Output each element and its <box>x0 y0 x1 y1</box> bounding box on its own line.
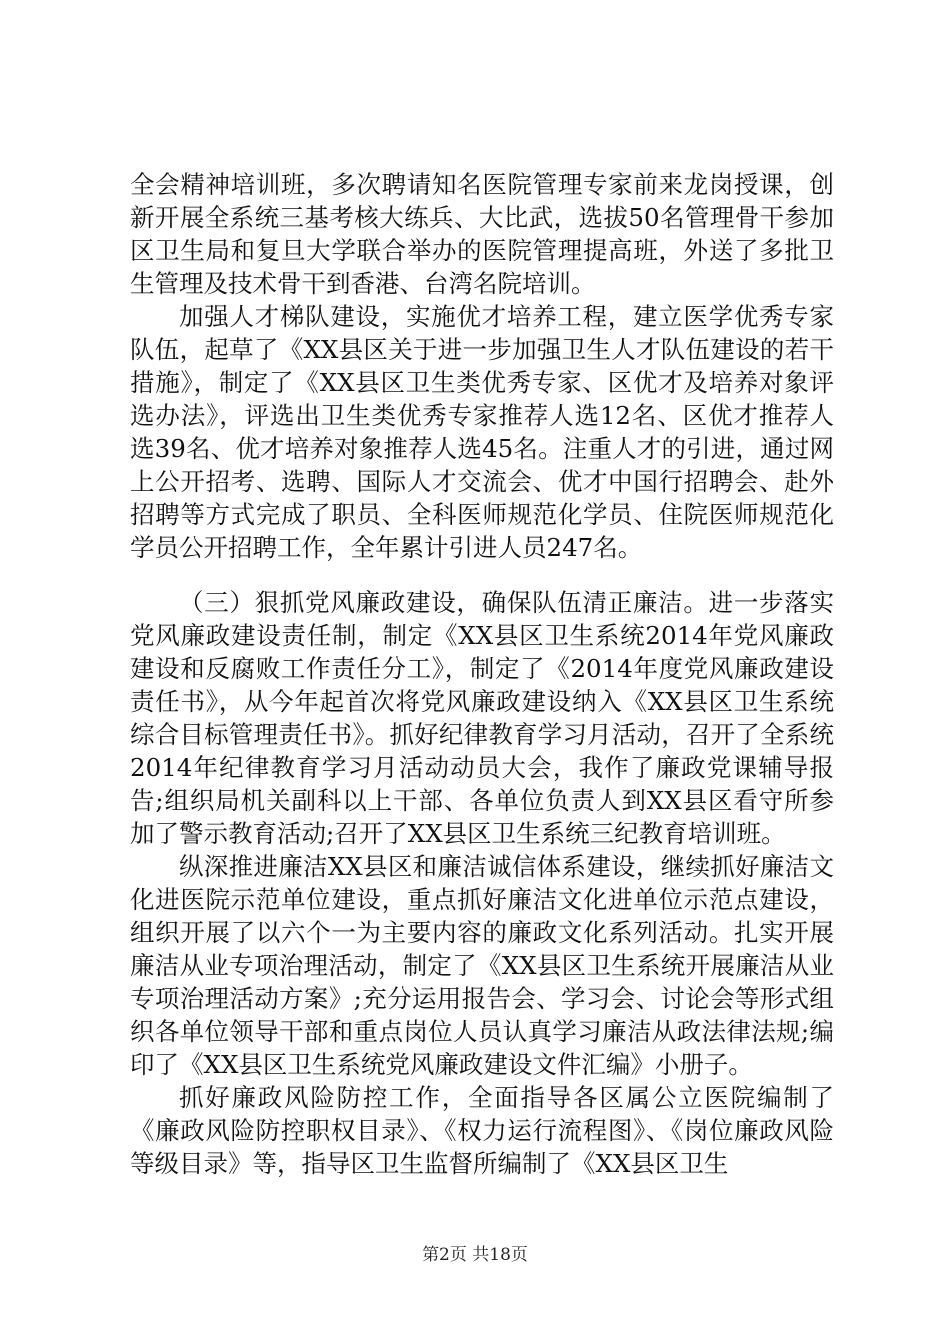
document-body <box>130 168 834 1180</box>
paragraph-integrity-system: 纵深推进廉洁XX县区和廉洁诚信体系建设，继续抓好廉洁文化进医院示范单位建设，重点抓好廉洁文化进单位示范点建设，组织开展了以六个一为主要内容的廉政文化系列活动。扎实开展廉洁从业专项治理活动，制定了《XX县区卫生系统开展廉洁从业专项治理活动方案》;充分运用报告会、学习会、讨论会等形式组织各单位领导干部和重点岗位人员认真学习廉洁从政法律法规;编印了《XX县区卫生系统党风廉政建设文件汇编》小册子。 <box>130 852 834 1079</box>
paragraph-training-continued: 全会精神培训班，多次聘请知名医院管理专家前来龙岗授课，创新开展全系统三基考核大练兵、大比武，选拔50名管理骨干参加区卫生局和复旦大学联合举办的医院管理提高班，外送了多批卫生管理及技术骨干到香港、台湾名院培训。 <box>130 170 834 298</box>
paragraph-section-three-integrity: （三）狠抓党风廉政建设，确保队伍清正廉洁。进一步落实党风廉政建设责任制，制定《XX县区卫生系统2014年党风廉政建设和反腐败工作责任分工》，制定了《2014年度党风廉政建设责任书》，从今年起首次将党风廉政建设纳入《XX县区卫生系统综合目标管理责任书》。抓好纪律教育学习月活动，召开了全系统2014年纪律教育学习月活动动员大会，我作了廉政党课辅导报告;组织局机关副科以上干部、各单位负责人到XX县区看守所参加了警示教育活动;召开了XX县区卫生系统三纪教育培训班。 <box>130 588 834 848</box>
paragraph-talent-building: 加强人才梯队建设，实施优才培养工程，建立医学优秀专家队伍，起草了《XX县区关于进一步加强卫生人才队伍建设的若干措施》，制定了《XX县区卫生类优秀专家、区优才及培养对象评选办法》，评选出卫生类优秀专家推荐人选12名、区优才推荐人选39名、优才培养对象推荐人选45名。注重人才的引进，通过网上公开招考、选聘、国际人才交流会、优才中国行招聘会、赴外招聘等方式完成了职员、全科医师规范化学员、住院医师规范化学员公开招聘工作，全年累计引进人员247名。 <box>130 302 834 562</box>
paragraph-risk-control: 抓好廉政风险防控工作，全面指导各区属公立医院编制了《廉政风险防控职权目录》、《权力运行流程图》、《岗位廉政风险等级目录》等，指导区卫生监督所编制了《XX县区卫生 <box>130 1083 834 1178</box>
page-number-footer: 第2页 共18页 <box>422 1245 528 1265</box>
